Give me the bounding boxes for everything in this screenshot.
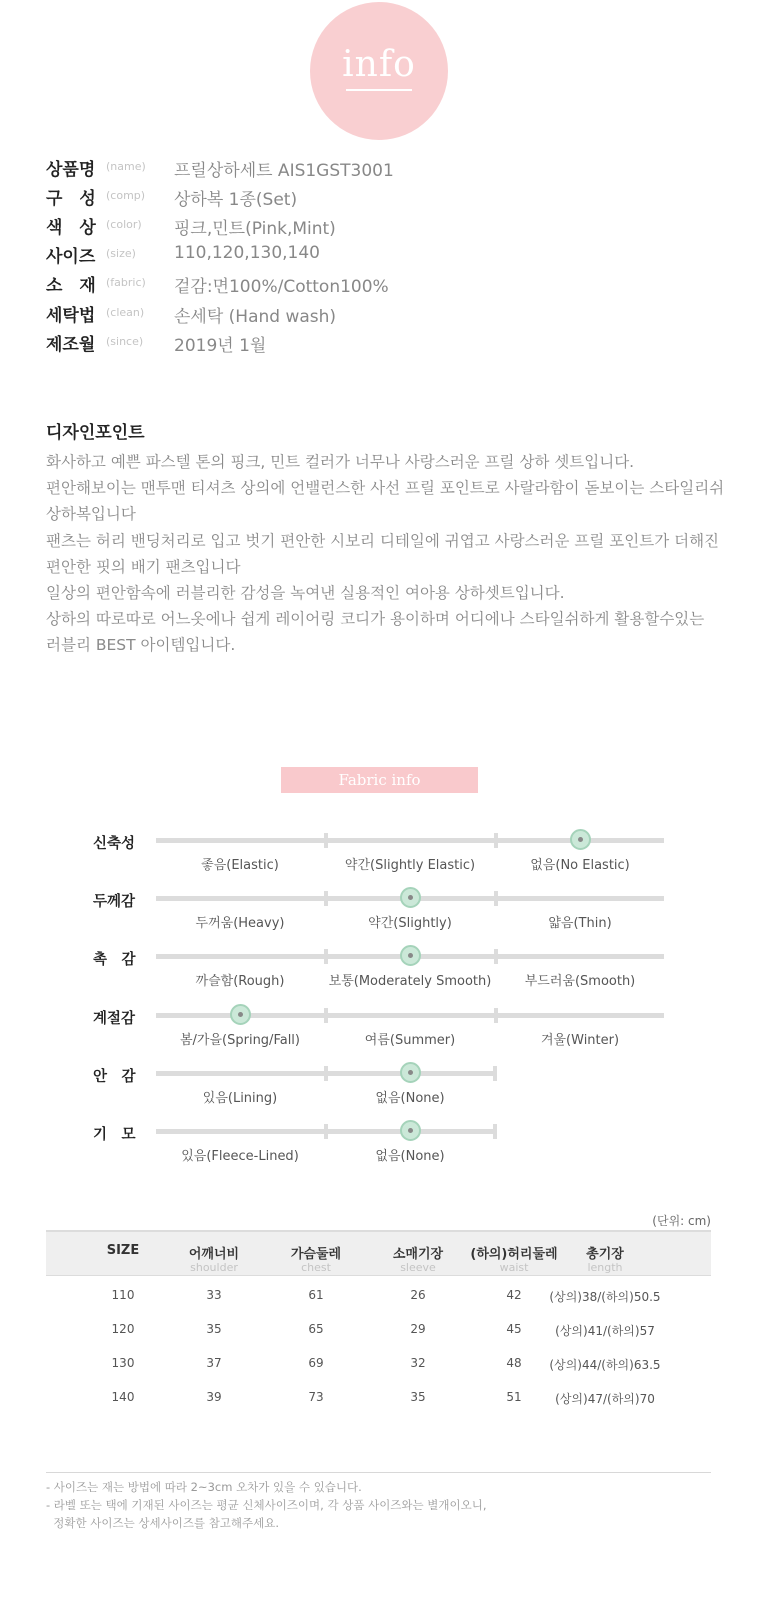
fabric-scale-label: 두께감 — [93, 894, 136, 910]
product-value: 프릴상하세트 AIS1GST3001 — [174, 161, 394, 181]
table-cell: (상의)38/(하의)50.5 — [549, 1290, 661, 1304]
table-cell: 39 — [206, 1390, 222, 1404]
table-cell: 69 — [308, 1356, 324, 1370]
fabric-scale-option: 겨울(Winter) — [540, 1033, 620, 1048]
fabric-scale-tick — [324, 1124, 328, 1139]
design-point-title: 디자인포인트 — [46, 423, 145, 443]
fabric-scale-marker-icon — [400, 887, 421, 908]
fabric-scale-label: 계절감 — [93, 1011, 136, 1027]
fabric-scale-option: 있음(Fleece-Lined) — [181, 1149, 299, 1164]
product-label: 색 상 — [46, 218, 96, 238]
fabric-scale-marker-center — [578, 837, 583, 842]
fabric-scale-tick — [324, 949, 328, 964]
fabric-scale-option: 봄/가을(Spring/Fall) — [179, 1033, 300, 1048]
table-cell: 48 — [506, 1356, 522, 1370]
fabric-scale-row — [0, 1007, 780, 1063]
fabric-scale-label: 촉 감 — [93, 952, 136, 968]
table-cell: 61 — [308, 1288, 324, 1302]
fabric-scale-option: 보통(Moderately Smooth) — [328, 974, 492, 989]
table-cell: 130 — [111, 1356, 135, 1370]
table-row — [46, 1280, 711, 1314]
product-value: 손세탁 (Hand wash) — [174, 307, 337, 327]
product-label: 상품명 — [46, 160, 96, 180]
fabric-scale-label: 안 감 — [93, 1069, 136, 1085]
info-underline — [346, 89, 412, 91]
product-sublabel: (clean) — [106, 306, 145, 319]
size-header-main: (하의)허리둘레 — [470, 1247, 558, 1262]
product-sublabel: (comp) — [106, 189, 146, 202]
size-header-cell — [545, 1243, 665, 1274]
table-row — [46, 1348, 711, 1382]
fabric-scale-option: 없음(None) — [375, 1091, 445, 1106]
table-cell: 73 — [308, 1390, 324, 1404]
table-cell: 33 — [206, 1288, 222, 1302]
fabric-scale-option: 까슬함(Rough) — [195, 974, 285, 989]
fabric-scale-label: 기 모 — [93, 1127, 136, 1143]
fabric-scale-marker-icon — [400, 1120, 421, 1141]
product-value: 2019년 1월 — [174, 336, 267, 356]
fabric-scale-option: 얇음(Thin) — [548, 916, 612, 931]
fabric-scale-tick — [494, 1008, 498, 1023]
fabric-scale-marker-center — [408, 1070, 413, 1075]
design-point-line: 편안해보이는 맨투맨 티셔츠 상의에 언밸런스한 사선 프릴 포인트로 사랄라함이 돋보이는 스타일리쉬 — [46, 479, 725, 497]
table-cell: 110 — [111, 1288, 135, 1302]
fabric-scale-marker-icon — [570, 829, 591, 850]
fabric-scale-tick — [494, 949, 498, 964]
size-header-sub: chest — [301, 1261, 331, 1274]
fabric-scale-marker-center — [408, 953, 413, 958]
fabric-scale-tick — [493, 1124, 497, 1139]
fabric-scale-tick — [494, 891, 498, 906]
product-value: 110,120,130,140 — [174, 243, 321, 263]
note-line: - 사이즈는 재는 방법에 따라 2~3cm 오차가 있을 수 있습니다. — [46, 1480, 362, 1494]
table-cell: 35 — [410, 1390, 426, 1404]
product-sublabel: (color) — [106, 218, 142, 231]
size-header-sub: length — [587, 1261, 623, 1274]
product-label: 사이즈 — [46, 247, 96, 267]
table-cell: 65 — [308, 1322, 324, 1336]
design-point-line: 화사하고 예쁜 파스텔 톤의 핑크, 민트 컬러가 너무나 사랑스러운 프릴 상하 셋트입니다. — [46, 453, 635, 471]
size-header-main: 총기장 — [586, 1247, 624, 1262]
table-cell: 42 — [506, 1288, 522, 1302]
table-cell: (상의)41/(하의)57 — [555, 1324, 655, 1338]
fabric-scale-option: 있음(Lining) — [202, 1091, 278, 1106]
table-cell: 32 — [410, 1356, 426, 1370]
product-sublabel: (name) — [106, 160, 146, 173]
design-point-line: 상하복입니다 — [46, 505, 136, 523]
size-header-main: 소매기장 — [392, 1247, 444, 1262]
fabric-scale-option: 약간(Slightly Elastic) — [344, 858, 476, 873]
size-header-main: SIZE — [106, 1243, 140, 1258]
fabric-scale-marker-center — [408, 1128, 413, 1133]
fabric-scale-option: 없음(No Elastic) — [530, 858, 630, 873]
table-cell: 37 — [206, 1356, 222, 1370]
product-label: 구 성 — [46, 189, 96, 209]
table-row — [46, 1314, 711, 1348]
fabric-scale-tick — [324, 833, 328, 848]
fabric-scale-option: 부드러움(Smooth) — [524, 974, 636, 989]
fabric-scale-marker-center — [408, 895, 413, 900]
design-point-line: 편안한 핏의 배기 팬츠입니다 — [46, 558, 241, 576]
fabric-scale-tick — [324, 891, 328, 906]
fabric-info-title: Fabric info — [338, 771, 421, 789]
design-point-line: 팬츠는 허리 밴딩처리로 입고 벗기 편안한 시보리 디테일에 귀엽고 사랑스러운 프릴 포인트가 더해진 — [46, 532, 720, 550]
info-title: info — [342, 44, 416, 85]
product-label: 소 재 — [46, 276, 96, 296]
fabric-scale-tick — [324, 1066, 328, 1081]
fabric-scale-tick — [494, 833, 498, 848]
product-label: 세탁법 — [46, 306, 96, 326]
note-line: 정확한 사이즈는 상세사이즈를 참고해주세요. — [46, 1516, 280, 1530]
fabric-scale-row — [0, 832, 780, 888]
fabric-scale-row — [0, 1123, 780, 1179]
fabric-scale-row — [0, 890, 780, 946]
size-header-main: 어깨너비 — [188, 1247, 240, 1262]
fabric-scale-row — [0, 1065, 780, 1121]
size-table-divider — [46, 1472, 711, 1473]
table-cell: (상의)44/(하의)63.5 — [549, 1358, 661, 1372]
design-point-line: 상하의 따로따로 어느옷에나 쉽게 레이어링 코디가 용이하며 어디에나 스타일쉬하게 활용할수있는 — [46, 610, 705, 628]
size-header-sub: shoulder — [190, 1261, 238, 1274]
fabric-scale-marker-icon — [400, 945, 421, 966]
table-cell: 45 — [506, 1322, 522, 1336]
product-value: 겉감:면100%/Cotton100% — [174, 277, 389, 297]
table-cell: 26 — [410, 1288, 426, 1302]
product-value: 핑크,민트(Pink,Mint) — [174, 219, 336, 239]
design-point-line: 러블리 BEST 아이템입니다. — [46, 636, 236, 654]
fabric-scale-marker-icon — [230, 1004, 251, 1025]
fabric-scale-track — [156, 1071, 497, 1076]
design-point-line: 일상의 편안함속에 러블리한 감성을 녹여낸 실용적인 여아용 상하셋트입니다. — [46, 584, 565, 602]
fabric-scale-option: 없음(None) — [375, 1149, 445, 1164]
fabric-scale-tick — [493, 1066, 497, 1081]
size-header-sub: waist — [499, 1261, 529, 1274]
size-header-sub: sleeve — [400, 1261, 436, 1274]
fabric-scale-option: 좋음(Elastic) — [201, 858, 279, 873]
fabric-scale-marker-center — [238, 1012, 243, 1017]
product-value: 상하복 1종(Set) — [174, 190, 298, 210]
fabric-scale-row — [0, 948, 780, 1004]
table-cell: 140 — [111, 1390, 135, 1404]
fabric-scale-option: 약간(Slightly) — [368, 916, 452, 931]
fabric-info-banner — [281, 767, 478, 793]
product-sublabel: (since) — [106, 335, 144, 348]
fabric-scale-label: 신축성 — [93, 836, 136, 852]
fabric-scale-option: 여름(Summer) — [364, 1033, 456, 1048]
fabric-scale-tick — [324, 1008, 328, 1023]
size-header-main: 가슴둘레 — [290, 1247, 342, 1262]
fabric-scale-option: 두꺼움(Heavy) — [195, 916, 285, 931]
product-label: 제조월 — [46, 335, 96, 355]
note-line: - 라벨 또는 택에 기재된 사이즈는 평균 신체사이즈이며, 각 상품 사이즈와는 별개이오니, — [46, 1498, 487, 1512]
table-cell: (상의)47/(하의)70 — [555, 1392, 655, 1406]
table-cell: 35 — [206, 1322, 222, 1336]
size-table-header — [46, 1230, 711, 1276]
fabric-scale-marker-icon — [400, 1062, 421, 1083]
table-cell: 51 — [506, 1390, 522, 1404]
table-row — [46, 1382, 711, 1416]
unit-label: (단위: cm) — [652, 1214, 711, 1228]
table-cell: 120 — [111, 1322, 135, 1336]
info-badge — [310, 2, 448, 140]
fabric-scale-track — [156, 1129, 497, 1134]
product-sublabel: (size) — [106, 247, 136, 260]
table-cell: 29 — [410, 1322, 426, 1336]
product-sublabel: (fabric) — [106, 276, 146, 289]
